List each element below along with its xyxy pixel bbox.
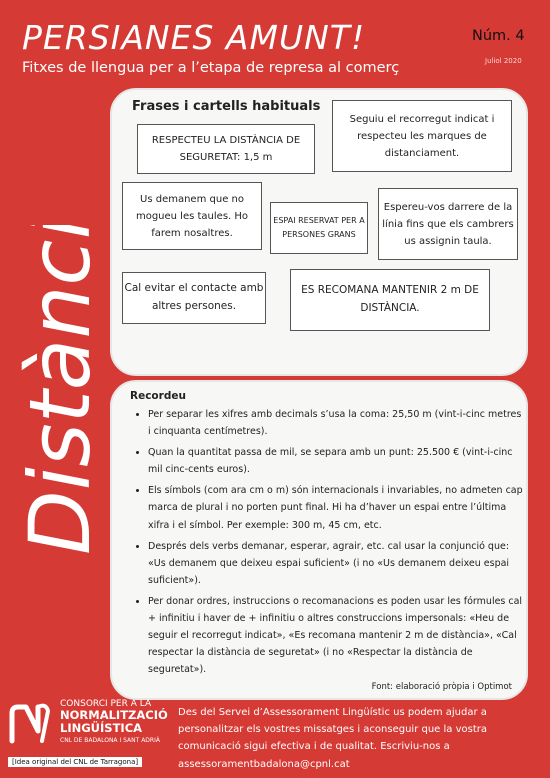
original-idea-note: [Idea original del CNL de Tarragona] [8,757,142,767]
footer-text: Des del Servei d’Assessorament Lingüístic us podem ajudar a personalitzar els vostres missatges i aconseguir que la vostra comunicació sigui efectiva i de qualitat. Escriviu-nos a assessoramentbadalona@cpnl.cat [178,707,488,770]
page-subtitle: Fitxes de llengua per a l’etapa de represa al comerç [22,60,400,76]
list-item: • Quan la quantitat passa de mil, se separa amb un punt: 25.500 € (vint-i-cinc mil cinc-cents euros). [148,444,526,478]
remember-panel [110,380,528,700]
list-item: • Els símbols (com ara cm o m) són internacionals i invariables, no admeten cap marca de plural i no porten punt final. Hi ha d’haver un espai entre l’última xifra i el símbol. Per exemple: 300 m, 45 cm, etc. [148,482,526,533]
cpnl-logo [8,697,178,755]
phrases-heading: Frases i cartells habituals [132,99,321,114]
cpnl-logo-text: CONSORCI PER A LA NORMALITZACIÓ LINGÜÍSTICA CNL DE BADALONA I SANT ADRIÀ [60,699,168,745]
sign-card: Seguiu el recorregut indicat i respecteu les marques de distanciament. [332,100,512,172]
remember-list [130,406,526,682]
sign-card: ES RECOMANA MANTENIR 2 m DE DISTÀNCIA. [290,269,490,331]
svg-text:Distància: Distància [14,225,109,555]
cpnl-logo-mark [8,701,56,745]
issue-number: Núm. 4 [472,28,525,44]
sign-card: RESPECTEU LA DISTÀNCIA DE SEGURETAT: 1,5 m [137,124,315,174]
source-note: Font: elaboració pròpia i Optimot [371,682,512,692]
page-title: PERSIANES AMUNT! [22,18,366,57]
phrases-panel [110,88,528,376]
list-item: • Després dels verbs demanar, esperar, agrair, etc. cal usar la conjunció que: «Us demanem que deixeu espai suficient» (i no «Us demanem deixeu espai suficient»). [148,538,526,589]
list-item: • Per donar ordres, instruccions o recomanacions es poden usar les fórmules cal + infinitiu i haver de + infinitiu o altres construccions impersonals: «Heu de seguir el recorregut indicat», «Es recomana mantenir 2 m de distància», «Cal respectar la distància de seguretat» (i no «Respectar la distància de seguretat»). [148,593,526,678]
sign-card: Cal evitar el contacte amb altres persones. [122,272,266,324]
sign-card: Us demanem que no mogueu les taules. Ho farem nosaltres. [122,182,262,250]
sign-card: ESPAI RESERVAT PER A PERSONES GRANS [270,202,368,254]
list-item: • Per separar les xifres amb decimals s’usa la coma: 25,50 m (vint-i-cinc metres i cinquanta centímetres). [148,406,526,440]
sign-card: Espereu-vos darrere de la línia fins que els cambrers us assignin taula. [378,188,518,260]
side-title [14,225,114,555]
remember-heading: Recordeu [130,390,186,402]
issue-date: Juliol 2020 [485,57,522,65]
